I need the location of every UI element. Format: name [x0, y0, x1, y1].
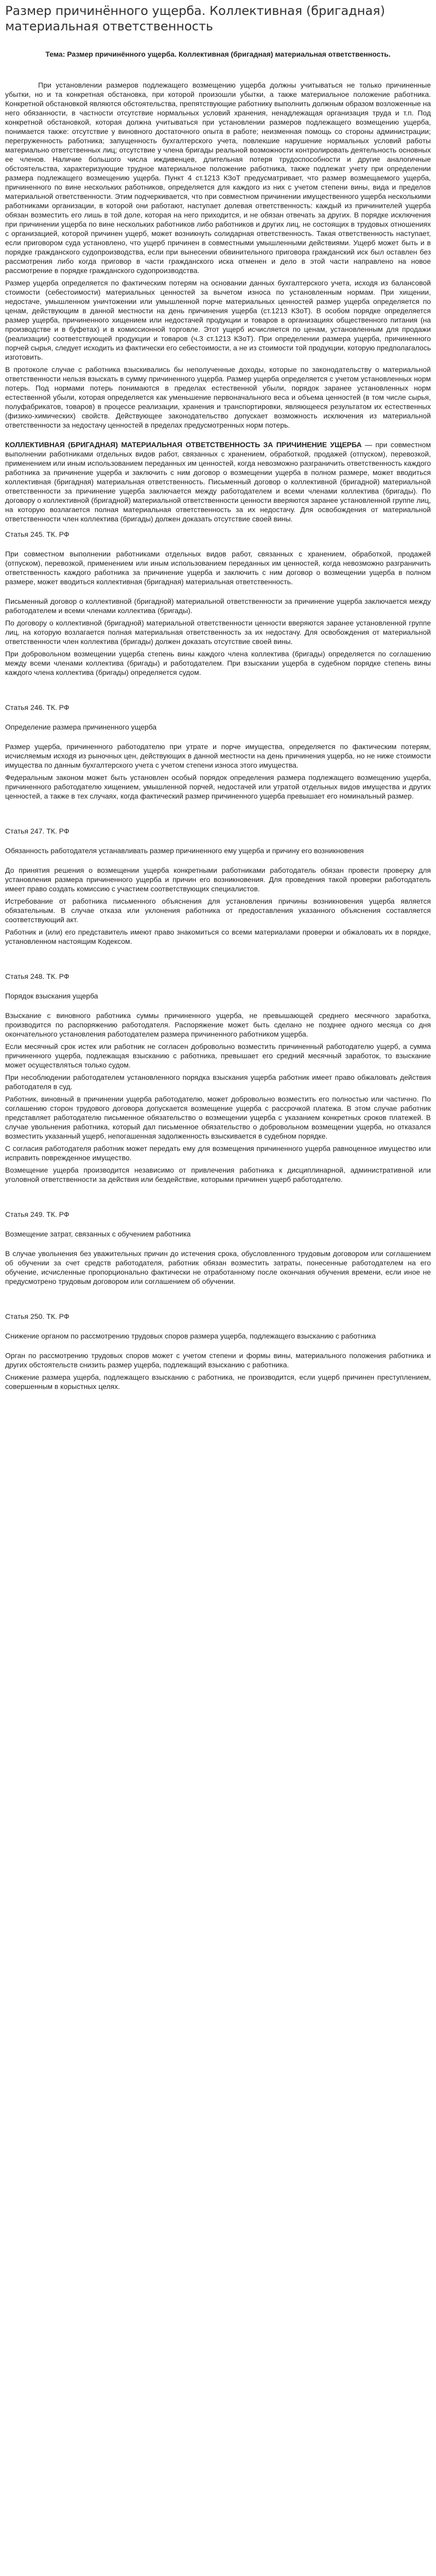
intro-paragraph-1: При установлении размеров подлежащего возмещению ущерба должны учитываться не только причиненные убытки, но и та конкретная обстановка, при которой произошли убытки, а также материальное положение работника. Конкретной обстановкой являются обстоятельства, препятствующие работнику выполнить должным образом возложенные на него обязанности, в частности отсутствие нормальных условий хранения, ненадлежащая организация труда и т.п. Под конкретной обстановкой, которая должна учитываться при установлении размеров подлежащего возмещению ущерба, понимается также: отсутствие у виновного достаточного опыта в работе; неизменная помощь со стороны администрации; перегруженность работника; запущенность бухгалтерского учета, повлекшие нарушение нормальных условий работы материально ответственных лиц; отсутствие у члена бригады реальной возможности контролировать деятельность основных ее членов. Наличие большого числа иждивенцев, длительная потеря трудоспособности и другие аналогичные обстоятельства, характеризующие трудное материальное положение работника, также подлежат учету при определении размера подлежащего возмещению ущерба. Пункт 4 ст.1213 КЗоТ предусматривает, что размер возмещаемого ущерба, причиненного по вине нескольких работников, определяется для каждого из них с учетом степени вины, вида и пределов материальной ответственности. Этим подчеркивается, что при совместном причинении имущественного ущерба несколькими работниками организации, в которой они работают, наступает долевая ответственность: каждый из причинителей ущерба обязан возместить его лишь в той доле, которая на него приходится, и не обязан отвечать за других. В порядке исключения при причинении ущерба по вине нескольких работников либо работников и других лиц, не состоящих в трудовых отношениях с организацией, которой причинен ущерб, может возникнуть солидарная ответственность. Такая ответственность наступает, если приговором суда установлено, что ущерб причинен в совместными умышленными действиями. Ущерб может быть и в порядке гражданского судопроизводства, если при вынесении обвинительного приговора гражданский иск был оставлен без рассмотрения либо когда приговор в части гражданского иска отменен и дело в этой части направлено на новое рассмотрение в порядке гражданского судопроизводства. — [5, 81, 431, 275]
article-paragraph: Порядок взыскания ущерба — [5, 992, 98, 1000]
article-section — [5, 1312, 431, 1391]
article-paragraph: Обязанность работодателя устанавливать размер причиненного ему ущерба и причину его возникновения — [5, 846, 364, 855]
article-paragraph: Снижение размера ущерба, подлежащего взысканию с работника, не производится, если ущерб причинен преступлением, совершенным в корыстных целях. — [5, 1373, 431, 1391]
article-title: Статья 247. ТК. РФ — [5, 827, 69, 835]
article-paragraph: Если месячный срок истек или работник не согласен добровольно возместить причиненный работодателю ущерб, а сумма причиненного ущерба, подлежащая взысканию с работника, превышает его средний месячный заработок, то взыскание может осуществляться только судом. — [5, 1042, 431, 1069]
intro-paragraph-3: В протоколе случае с работника взыскивались бы неполученные доходы, которые по законодательству о материальной ответственности нельзя взыскать в сумму причиненного ущерба. Размер ущерба определяется с учетом установленных норм потерь. Под нормами потерь понимаются в пределах естественной убыли, порядок заранее установленных норм естественной убыли, которая определяется как уменьшение первоначального веса и объема ценностей (в том числе сырья, полуфабрикатов, товаров) в процессе реализации, хранения и транспортировки, являющееся результатом их естественных (физико-химических) свойств. Действующее законодательство допускает возможность исключения из материальной ответственности за недостачу ценностей в пределах предусмотренных норм потерь. — [5, 365, 431, 429]
article-paragraph: Возмещение затрат, связанных с обучением работника — [5, 1230, 191, 1238]
article-section — [5, 1210, 431, 1286]
article-paragraph: Определение размера причиненного ущерба — [5, 723, 157, 731]
article-paragraph: Возмещение ущерба производится независимо от привлечения работника к дисциплинарной, административной или уголовной ответственности за действия или бездействие, которыми причинен ущерб работодателю. — [5, 1166, 431, 1183]
articles-list — [5, 530, 431, 1411]
article-paragraph: При добровольном возмещении ущерба степень вины каждого члена коллектива (бригады) определяется по соглашению между всеми членами коллектива (бригады) и работодателем. При взыскании ущерба в судебном порядке степень вины каждого члена коллектива (бригады) определяется судом. — [5, 650, 431, 676]
article-paragraph: Письменный договор о коллективной (бригадной) материальной ответственности за причинение ущерба заключается между работодателем и всеми членами коллектива (бригады). — [5, 597, 431, 615]
article-paragraph: Снижение органом по рассмотрению трудовых споров размера ущерба, подлежащего взысканию с работника — [5, 1332, 376, 1340]
article-title: Статья 250. ТК. РФ — [5, 1312, 69, 1320]
intro-paragraph-2: Размер ущерба определяется по фактическим потерям на основании данных бухгалтерского учета, исходя из балансовой стоимости (себестоимости) материальных ценностей за вычетом износа по установленным нормам. При хищении, недостаче, умышленном уничтожении или умышленной порче материальных ценностей размер ущерба определяется по ценам, действующим в данной местности на день причинения ущерба (ст.1213 КЗоТ). В особом порядке определяется размер ущерба, причиненного хищением или недостачей продукции и товаров в организациях общественного питания (на производстве и в буфетах) и в комиссионной торговле. Этот ущерб исчисляется по ценам, установленным для продажи (реализации) соответствующей продукции и товаров (ч.3 ст.1213 КЗоТ). При определении размера ущерба, причиненного порчей сырья, следует исходить из фактически его себестоимости, а не из стоимости той продукции, которую предполагалось изготовить. — [5, 279, 431, 361]
article-paragraph: Федеральным законом может быть установлен особый порядок определения размера подлежащего возмещению ущерба, причиненного работодателю хищением, умышленной порчей, недостачей или утратой отдельных видов имущества и других ценностей, а также в тех случаях, когда фактический размер причиненного ущерба превышает его номинальный размер. — [5, 773, 431, 800]
article-paragraph: В случае увольнения без уважительных причин до истечения срока, обусловленного трудовым договором или соглашением об обучении за счет средств работодателя, работник обязан возместить затраты, понесенные работодателем на его обучение, исчисленные пропорционально фактически не отработанному после окончания обучения времени, если иное не предусмотрено трудовым договором или соглашением об обучении. — [5, 1249, 431, 1285]
article-paragraph: По договору о коллективной (бригадной) материальной ответственности ценности вверяются заранее установленной группе лиц, на которую возлагается полная материальная ответственность за их недостачу. Для освобождения от материальной ответственности член коллектива (бригады) должен доказать отсутствие своей вины. — [5, 619, 431, 646]
article-paragraph: При совместном выполнении работниками отдельных видов работ, связанных с хранением, обработкой, продажей (отпуском), перевозкой, применением или иным использованием переданных им ценностей, когда невозможно разграничить ответственность каждого работника за причинение ущерба и заключить с ним договор о возмещении ущерба в полном размере, может вводиться коллективная (бригадная) материальная ответственность. — [5, 550, 431, 586]
article-section — [5, 826, 431, 946]
article-section — [5, 703, 431, 801]
article-section — [5, 972, 431, 1184]
article-paragraph: При несоблюдении работодателем установленного порядка взыскания ущерба работник имеет право обжаловать действия работодателя в суд. — [5, 1073, 431, 1091]
article-title: Статья 245. ТК. РФ — [5, 530, 69, 538]
article-title: Статья 249. ТК. РФ — [5, 1210, 69, 1218]
article-section — [5, 530, 431, 677]
article-paragraph: Размер ущерба, причиненного работодателю при утрате и порче имущества, определяется по фактическим потерям, исчисляемым исходя из рыночных цен, действующих в данной местности на день причинения ущерба, но не ниже стоимости имущества по данным бухгалтерского учета с учетом степени износа этого имущества. — [5, 742, 431, 769]
article-title: Статья 246. ТК. РФ — [5, 703, 69, 711]
article-paragraph: С согласия работодателя работник может передать ему для возмещения причиненного ущерба равноценное имущество или исправить поврежденное имущество. — [5, 1144, 431, 1162]
page-title: Размер причинённого ущерба. Коллективная (бригадная) материальная ответственность — [5, 4, 385, 33]
collective-liability-heading: КОЛЛЕКТИВНАЯ (БРИГАДНАЯ) МАТЕРИАЛЬНАЯ ОТВЕТСТВЕННОСТЬ ЗА ПРИЧИНЕНИЕ УЩЕРБА — [5, 440, 362, 449]
article-paragraph: Взыскание с виновного работника суммы причиненного ущерба, не превышающей среднего месячного заработка, производится по распоряжению работодателя. Распоряжение может быть сделано не позднее одного месяца со дня окончательного установления работодателем размера причиненного работником ущерба. — [5, 1011, 431, 1038]
article-paragraph: До принятия решения о возмещении ущерба конкретными работниками работодатель обязан провести проверку для установления размера причиненного ущерба и причин его возникновения. Для проведения такой проверки работодатель имеет право создать комиссию с участием соответствующих специалистов. — [5, 866, 431, 893]
collective-liability-text: — при совместном выполнении работниками отдельных видов работ, связанных с хранением, обработкой, продажей (отпуском), перевозкой, применением или иным использованием переданных им ценностей, когда невозможно разграничить ответственность каждого работника за причинение ущерба и заключить с ним договор о возмещении ущерба в полном размере, может вводиться коллективная (бригадная) материальная ответственность. Письменный договор о коллективной (бригадной) материальной ответственности за причинение ущерба заключается между работодателем и всеми членами коллектива (бригады). По договору о коллективной (бригадной) материальной ответственности ценности вверяются заранее установленной группе лиц, на которую возлагается полная материальная ответственность за их недостачу. Для освобождения от материальной ответственности член коллектива (бригады) должен доказать отсутствие своей вины. — [5, 440, 431, 523]
article-paragraph: Орган по рассмотрению трудовых споров может с учетом степени и формы вины, материального положения работника и других обстоятельств снизить размер ущерба, подлежащий взысканию с работника. — [5, 1351, 431, 1369]
article-paragraph: Истребование от работника письменного объяснения для установления причины возникновения ущерба является обязательным. В случае отказа или уклонения работника от предоставления указанного объяснения составляется соответствующий акт. — [5, 897, 431, 924]
collective-liability-section — [5, 440, 431, 523]
article-paragraph: Работник, виновный в причинении ущерба работодателю, может добровольно возместить его полностью или частично. По соглашению сторон трудового договора допускается возмещение ущерба с рассрочкой платежа. В этом случае работник представляет работодателю письменное обязательство о возмещении ущерба с указанием конкретных сроков платежей. В случае увольнения работника, который дал письменное обязательство о добровольном возмещении ущерба, но отказался возместить указанный ущерб, непогашенная задолженность взыскивается в судебном порядке. — [5, 1095, 431, 1140]
topic-heading: Тема: Размер причинённого ущерба. Коллективная (бригадная) материальная ответственность. — [45, 50, 391, 58]
article-paragraph: Работник и (или) его представитель имеют право знакомиться со всеми материалами проверки и обжаловать их в порядке, установленном настоящим Кодексом. — [5, 928, 431, 945]
article-title: Статья 248. ТК. РФ — [5, 972, 69, 980]
